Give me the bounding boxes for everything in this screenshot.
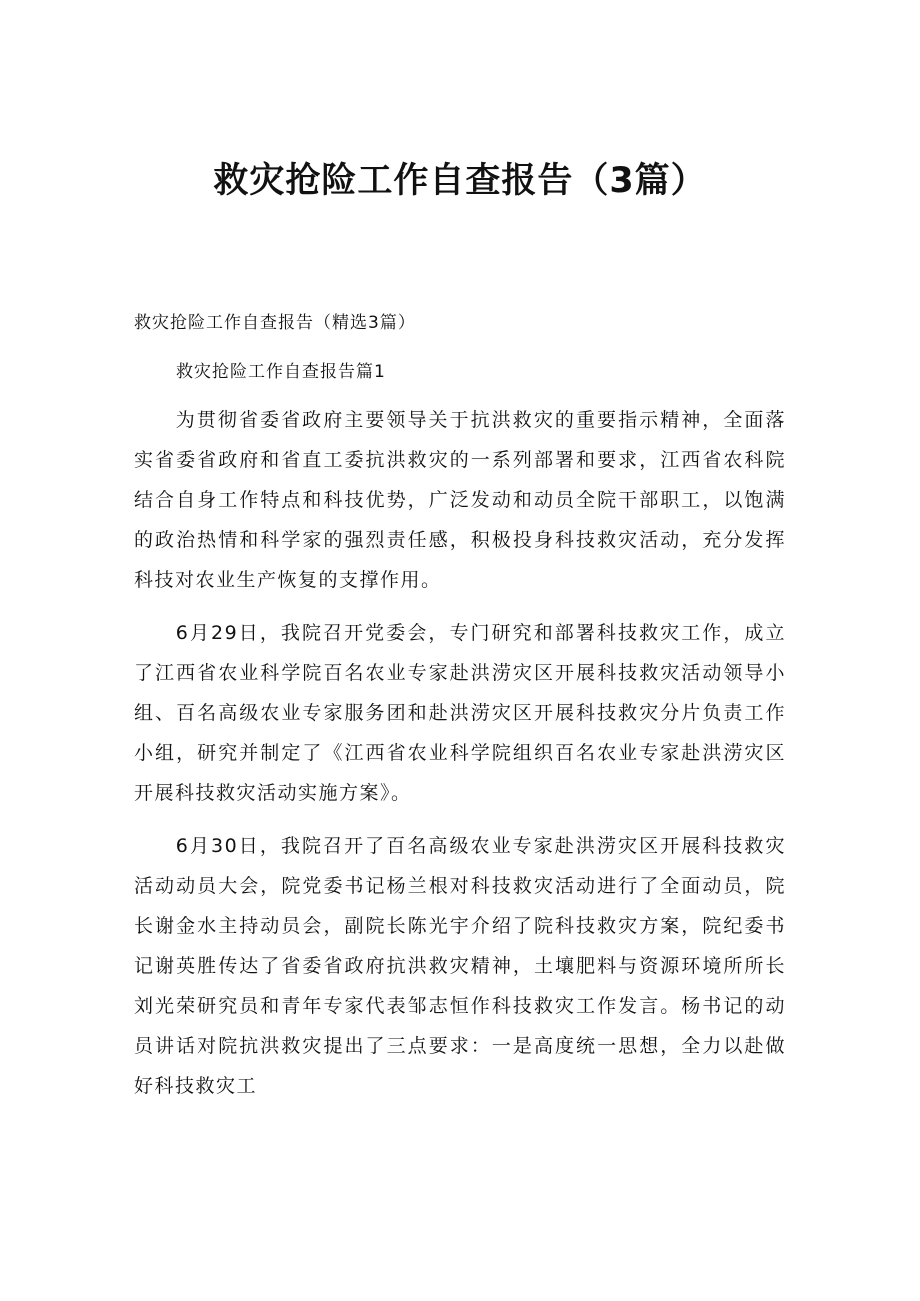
section-heading: 救灾抢险工作自查报告篇1	[176, 362, 386, 382]
body-paragraph: 6月30日，我院召开了百名高级农业专家赴洪涝灾区开展科技救灾活动动员大会，院党委书记杨兰根对科技救灾活动进行了全面动员，院长谢金水主持动员会，副院长陈光宇介绍了院科技救灾方案，院纪委书记谢英胜传达了省委省政府抗洪救灾精神，土壤肥料与资源环境所所长刘光荣研究员和青年专家代表邹志恒作科技救灾工作发言。杨书记的动员讲话对院抗洪救灾提出了三点要求：一是高度统一思想，全力以赴做好科技救灾工	[134, 835, 786, 1097]
document-title: 救灾抢险工作自查报告（3篇）	[213, 161, 707, 201]
document-subtitle: 救灾抢险工作自查报告（精选3篇）	[134, 313, 416, 333]
body-paragraph: 6月29日，我院召开党委会，专门研究和部署科技救灾工作，成立了江西省农业科学院百名农业专家赴洪涝灾区开展科技救灾活动领导小组、百名高级农业专家服务团和赴洪涝灾区开展科技救灾分片负责工作小组，研究并制定了《江西省农业科学院组织百名农业专家赴洪涝灾区开展科技救灾活动实施方案》。	[134, 622, 786, 804]
body-paragraph: 为贯彻省委省政府主要领导关于抗洪救灾的重要指示精神，全面落实省委省政府和省直工委抗洪救灾的一系列部署和要求，江西省农科院结合自身工作特点和科技优势，广泛发动和动员全院干部职工，以饱满的政治热情和科学家的强烈责任感，积极投身科技救灾活动，充分发挥科技对农业生产恢复的支撑作用。	[134, 409, 786, 591]
document-body	[134, 400, 786, 1119]
